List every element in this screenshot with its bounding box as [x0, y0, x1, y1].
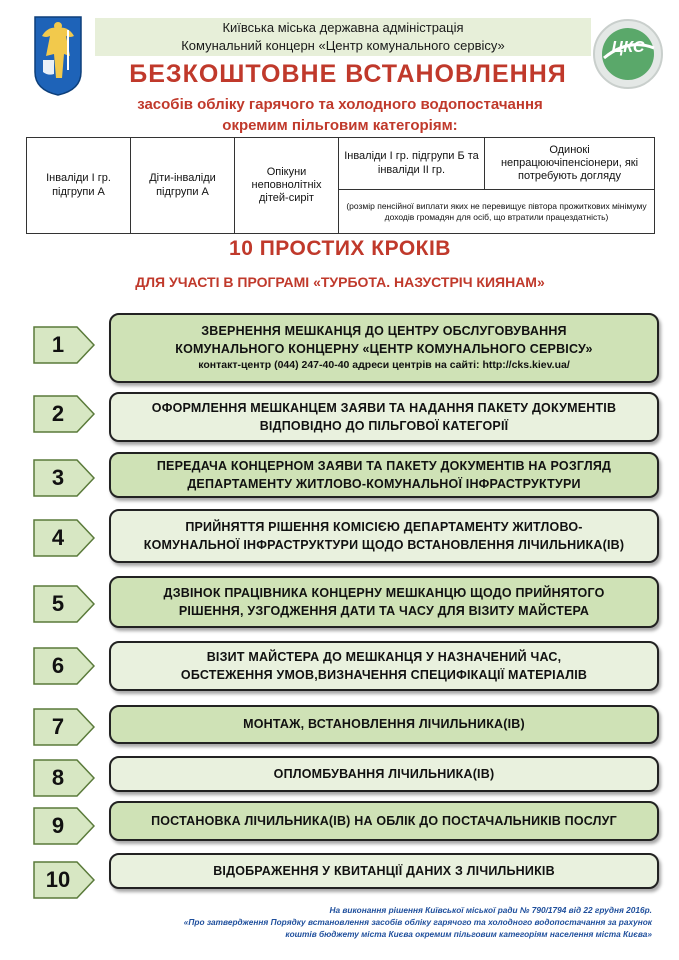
step-box [109, 576, 659, 628]
step-text: РІШЕННЯ, УЗГОДЖЕННЯ ДАТИ ТА ЧАСУ ДЛЯ ВІЗИТУ МАЙСТЕРА [178, 604, 590, 618]
step-number-arrow [33, 459, 95, 497]
step-number: 6 [51, 653, 65, 678]
category-cell: Діти-інваліди підгрупи А [131, 138, 235, 234]
step-text: ЗВЕРНЕННЯ МЕШКАНЦЯ ДО ЦЕНТРУ ОБСЛУГОВУВАННЯ [201, 324, 567, 338]
step-text: КОМУНАЛЬНОЇ ІНФРАСТРУКТУРИ ЩОДО ВСТАНОВЛЕННЯ ЛІЧИЛЬНИКА(ІВ) [143, 538, 625, 552]
step-text: ОФОРМЛЕННЯ МЕШКАНЦЕМ ЗАЯВИ ТА НАДАННЯ ПАКЕТУ ДОКУМЕНТІВ [151, 400, 617, 415]
category-cell: Одинокі непрацюючіпенсіонери, які потребують догляду [485, 138, 655, 190]
step-number: 3 [51, 465, 65, 490]
logo-text: ЦКС [611, 39, 645, 56]
step-number: 2 [51, 401, 65, 426]
step-box [109, 452, 659, 498]
step-text: ВІДОБРАЖЕННЯ У КВИТАНЦІЇ ДАНИХ З ЛІЧИЛЬНИКІВ [213, 863, 555, 878]
step-text: ДЗВІНОК ПРАЦІВНИКА КОНЦЕРНУ МЕШКАНЦЮ ЩОДО ПРИЙНЯТОГО [163, 585, 605, 600]
page-title: БЕЗКОШТОВНЕ ВСТАНОВЛЕННЯ [129, 60, 567, 88]
step-number-arrow [33, 708, 95, 746]
step-number: 7 [51, 714, 65, 739]
step-number: 1 [51, 332, 65, 357]
step-number-arrow [33, 647, 95, 685]
footer-line1: На виконання рішення Київської міської ради № 790/1794 від 22 грудня 2016р. [329, 905, 652, 915]
step-number: 8 [51, 765, 65, 790]
footer-line2: «Про затвердження Порядку встановлення засобів обліку гарячого та холодного водопостачання за рахунок [183, 917, 652, 927]
step-number-arrow [33, 807, 95, 845]
step-number: 4 [51, 525, 65, 550]
steps-title: 10 ПРОСТИХ КРОКІВ [229, 237, 451, 260]
step-contact: контакт-центр (044) 247-40-40 адреси центрів на сайті: http://cks.kiev.ua/ [198, 359, 570, 372]
step-number-arrow [33, 759, 95, 797]
subtitle-line1: засобів обліку гарячого та холодного водопостачання [137, 96, 543, 113]
step-box [109, 756, 659, 792]
footer-line3: коштів бюджету міста Києва окремим пільговим категоріям населення міста Києва» [285, 929, 652, 939]
org-name-line1: Київська міська державна адміністрація [222, 20, 464, 35]
category-cell: Інваліди І гр. підгрупи А [27, 138, 131, 234]
step-text: ВІДПОВІДНО ДО ПІЛЬГОВОЇ КАТЕГОРІЇ [259, 419, 509, 433]
step-box [109, 705, 659, 744]
step-text: КОМУНАЛЬНОГО КОНЦЕРНУ «ЦЕНТР КОМУНАЛЬНОГО СЕРВІСУ» [175, 342, 593, 357]
step-text: ОБСТЕЖЕННЯ УМОВ,ВИЗНАЧЕННЯ СПЕЦИФІКАЦІЇ МАТЕРІАЛІВ [180, 668, 588, 682]
step-box [109, 509, 659, 563]
step-text: ОПЛОМБУВАННЯ ЛІЧИЛЬНИКА(ІВ) [273, 766, 495, 781]
step-text: ВІЗИТ МАЙСТЕРА ДО МЕШКАНЦЯ У НАЗНАЧЕНИЙ ЧАС, [206, 649, 562, 664]
step-number-arrow [33, 861, 95, 899]
step-box [109, 641, 659, 691]
step-text: ПОСТАНОВКА ЛІЧИЛЬНИКА(ІВ) НА ОБЛІК ДО ПОСТАЧАЛЬНИКІВ ПОСЛУГ [151, 813, 617, 828]
step-number: 5 [51, 591, 65, 616]
subtitle-line2: окремим пільговим категоріям: [222, 117, 458, 134]
category-note: (розмір пенсійної виплати яких не перевищує півтора прожиткових мінімуму доходів громадян для осіб, що втратили працездатність) [339, 190, 655, 234]
categories-table [26, 137, 655, 234]
category-cell: Інваліди І гр. підгрупи Б та інваліди ІІ гр. [339, 138, 485, 190]
step-box [109, 801, 659, 841]
steps-subtitle: ДЛЯ УЧАСТІ В ПРОГРАМІ «ТУРБОТА. НАЗУСТРІЧ КИЯНАМ» [135, 274, 545, 290]
step-number-arrow [33, 395, 95, 433]
kyiv-coat-of-arms-icon [34, 16, 82, 96]
step-number-arrow [33, 326, 95, 364]
step-number: 9 [51, 813, 65, 838]
step-number-arrow [33, 519, 95, 557]
step-box [109, 392, 659, 442]
category-cell: Опікуни неповнолітніх дітей-сиріт [235, 138, 339, 234]
step-box [109, 313, 659, 383]
step-number: 10 [45, 867, 71, 892]
step-box [109, 853, 659, 889]
step-text: МОНТАЖ, ВСТАНОВЛЕННЯ ЛІЧИЛЬНИКА(ІВ) [243, 717, 525, 732]
org-name-line2: Комунальний концерн «Центр комунального сервісу» [181, 38, 505, 53]
step-number-arrow [33, 585, 95, 623]
step-text: ДЕПАРТАМЕНТУ ЖИТЛОВО-КОМУНАЛЬНОЇ ІНФРАСТРУКТУРИ [187, 477, 581, 491]
step-text: ПРИЙНЯТТЯ РІШЕННЯ КОМІСІЄЮ ДЕПАРТАМЕНТУ ЖИТЛОВО- [185, 519, 583, 534]
step-text: ПЕРЕДАЧА КОНЦЕРНОМ ЗАЯВИ ТА ПАКЕТУ ДОКУМЕНТІВ НА РОЗГЛЯД [156, 458, 612, 473]
